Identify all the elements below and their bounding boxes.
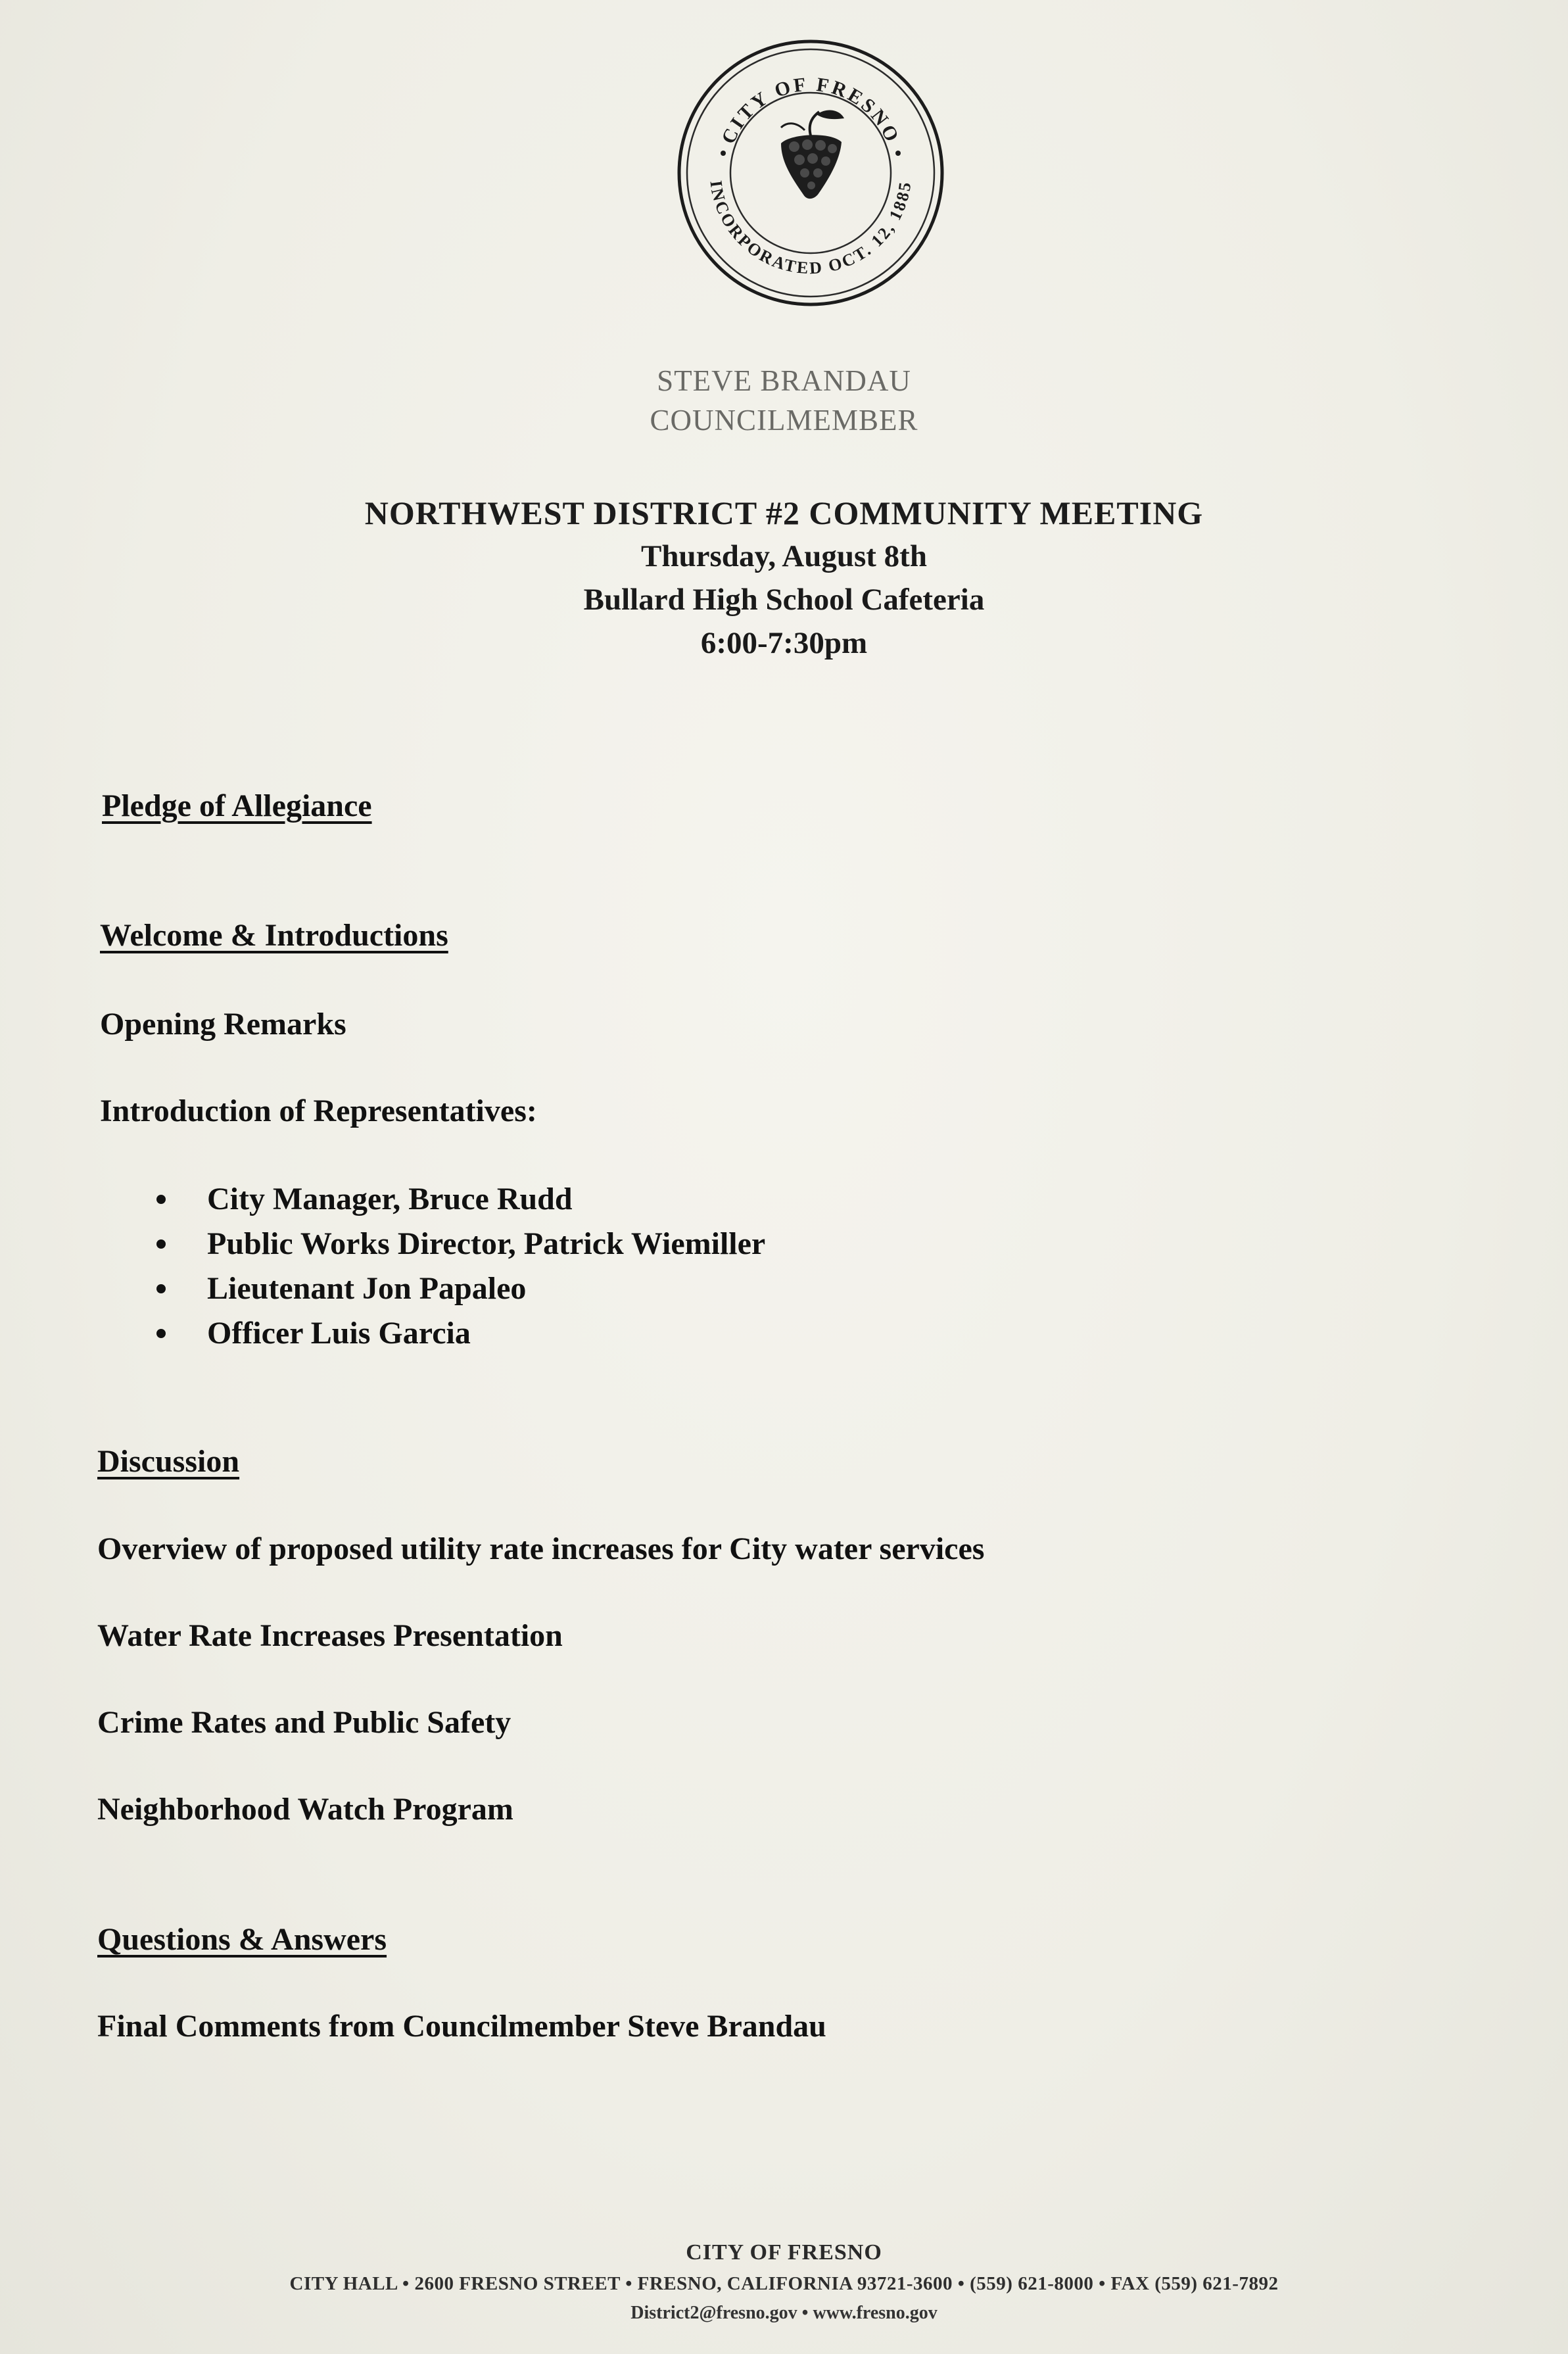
agenda-opening-remarks: Opening Remarks xyxy=(100,1007,346,1042)
city-seal-icon xyxy=(676,38,945,308)
agenda-qa-heading: Questions & Answers xyxy=(97,1922,387,1957)
bullet-icon xyxy=(156,1329,166,1338)
list-item xyxy=(151,1266,765,1311)
agenda-final-comments: Final Comments from Councilmember Steve Brandau xyxy=(97,2009,826,2044)
meeting-time: 6:00-7:30pm xyxy=(700,626,868,660)
footer-city: CITY OF FRESNO xyxy=(686,2240,882,2265)
seal-bottom-text: INCORPORATED OCT. 12, 1885 xyxy=(706,179,915,278)
bullet-icon xyxy=(156,1284,166,1293)
agenda-crime: Crime Rates and Public Safety xyxy=(97,1705,511,1740)
agenda-discussion-heading: Discussion xyxy=(97,1444,240,1479)
bullet-icon xyxy=(156,1239,166,1249)
agenda-pledge-heading: Pledge of Allegiance xyxy=(102,788,372,823)
list-item xyxy=(151,1311,765,1356)
representatives-list xyxy=(151,1177,765,1356)
list-item xyxy=(151,1222,765,1266)
footer-address: CITY HALL • 2600 FRESNO STREET • FRESNO, CALIFORNIA 93721-3600 • (559) 621-8000 • FAX (559) 621-7892 xyxy=(289,2273,1279,2294)
representative-name: Lieutenant Jon Papaleo xyxy=(207,1271,527,1306)
list-item xyxy=(151,1177,765,1222)
footer-web: District2@fresno.gov • www.fresno.gov xyxy=(630,2303,938,2323)
representative-name: Officer Luis Garcia xyxy=(207,1316,471,1351)
meeting-location: Bullard High School Cafeteria xyxy=(583,583,985,617)
agenda-watch: Neighborhood Watch Program xyxy=(97,1792,513,1827)
representative-name: Public Works Director, Patrick Wiemiller xyxy=(207,1226,766,1261)
agenda-welcome-heading: Welcome & Introductions xyxy=(100,918,448,953)
seal-top-text: CITY OF FRESNO xyxy=(717,73,904,147)
councilmember-name: STEVE BRANDAU xyxy=(657,364,911,397)
agenda-water-rate: Water Rate Increases Presentation xyxy=(97,1618,563,1653)
grape-cluster-icon xyxy=(781,110,844,199)
agenda-intro-representatives: Introduction of Representatives: xyxy=(100,1093,537,1128)
representative-name: City Manager, Bruce Rudd xyxy=(207,1182,573,1216)
agenda-overview: Overview of proposed utility rate increases for City water services xyxy=(97,1531,985,1566)
councilmember-title: COUNCILMEMBER xyxy=(650,404,918,437)
meeting-date: Thursday, August 8th xyxy=(641,539,927,573)
meeting-title: NORTHWEST DISTRICT #2 COMMUNITY MEETING xyxy=(364,494,1204,531)
bullet-icon xyxy=(156,1195,166,1204)
